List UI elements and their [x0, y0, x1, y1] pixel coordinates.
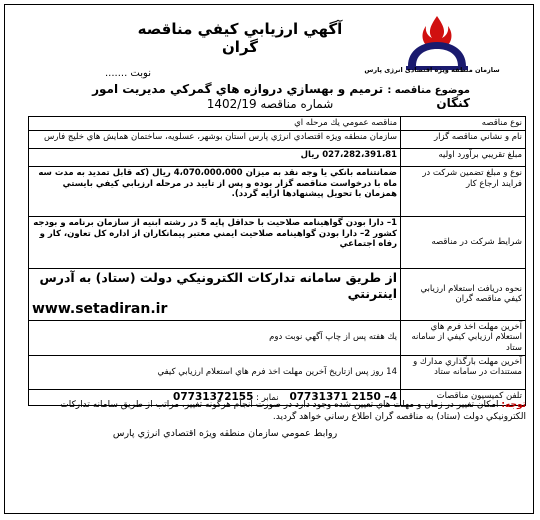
subject-text: ترميم و بهسازي دروازه هاي گمركي مديريت امور كنگان — [92, 82, 470, 110]
row-key: نوع و مبلغ تضمين شركت در فرايند ارجاع كار — [401, 167, 526, 217]
table-row — [29, 149, 526, 167]
signature-line: روابط عمومي سازمان منطقه ويژه اقتصادي انرژي پارس — [112, 428, 338, 439]
row-key: نوع مناقصه — [401, 117, 526, 131]
setad-url-link[interactable]: www.setadiran.ir — [32, 301, 168, 318]
row-key: شرايط شركت در مناقصه — [401, 217, 526, 269]
round-text: نوبت ....... — [105, 68, 151, 79]
table-row — [29, 131, 526, 149]
setad-text: از طريق سامانه تداركات الكترونيكي دولت (ستاد) به آدرس اينترنتي — [39, 270, 397, 301]
row-value: مناقصه عمومي يك مرحله اي — [29, 117, 401, 131]
commission-phone: 4– 2150 07731371 — [289, 390, 397, 403]
row-value: 027،282،391،81 ريال — [29, 149, 401, 167]
table-row — [29, 320, 526, 355]
fax-label: نمابر : — [256, 392, 279, 403]
row-value: ضمانتنامه بانكي يا وجه نقد به ميزان 4،070،000،000 ريال (كه قابل تمديد به مدت سه ماه با درخواست مناقصه گزار بوده و پس از تاييد در مرحله ارزيابي كيفي بايستي همزمان با تحويل پيشنهادها ارايه گردد). — [29, 167, 401, 217]
note-text: امكان تغيير در زمان و مهلت هاي تعيين شده وجود دارد در صورت انجام هرگونه تغيير، مراتب از طريق سامانه تداركات الكترونيكي دولت (ستاد) به مناقصه گران اطلاع رساني خواهد گرديد. — [60, 400, 526, 422]
organization-name: سازمان منطقه ویژه اقتصادی انرژی پارس — [364, 66, 500, 74]
row-value: يك هفته پس از چاپ آگهي نوبت دوم — [29, 320, 401, 355]
commission-fax: 07731372155 — [173, 390, 254, 403]
row-key: تلفن كميسيون مناقصات — [401, 389, 526, 405]
tender-number: شماره مناقصه 1402/19 — [206, 97, 334, 111]
tender-info-table — [28, 116, 526, 406]
row-value: 14 روز پس ازتاريخ آخرين مهلت اخذ فرم هاي استعلام ارزيابي كيفي — [29, 355, 401, 389]
row-value — [29, 269, 401, 321]
row-key: مبلغ تقريبي برآورد اوليه — [401, 149, 526, 167]
row-value: سازمان منطقه ويژه اقتصادي انرژي پارس استان بوشهر، عسلويه، ساختمان همايش هاي خليج فارس — [29, 131, 401, 149]
notice-title: آگهي ارزيابي كيفي مناقصه گران — [137, 20, 343, 56]
note-tag: توجه: — [501, 400, 526, 410]
row-value: 1– دارا بودن گواهينامه صلاحيت با حداقل پايه 5 در رشته ابنيه از سازمان برنامه و بودجه كشور 2– دارا بودن گواهينامه صلاحيت ايمني معتبر پيمانكاران از اداره كل تعاون، كار و رفاه اجتماعي — [29, 217, 401, 269]
subject-label: موضوع مناقصه : — [387, 85, 470, 96]
row-key: آخرين مهلت بارگذاري مدارك و مستندات در سامانه ستاد — [401, 355, 526, 389]
notice-note — [30, 400, 526, 423]
row-key: نحوه دريافت استعلام ارزيابي كيفي مناقصه گران — [401, 269, 526, 321]
table-row — [29, 167, 526, 217]
table-row — [29, 217, 526, 269]
row-key: آخرين مهلت اخذ فرم هاي استعلام ارزيابي كيفي از سامانه ستاد — [401, 320, 526, 355]
table-row — [29, 269, 526, 321]
row-key: نام و نشاني مناقصه گزار — [401, 131, 526, 149]
table-row — [29, 355, 526, 389]
table-row — [29, 117, 526, 131]
